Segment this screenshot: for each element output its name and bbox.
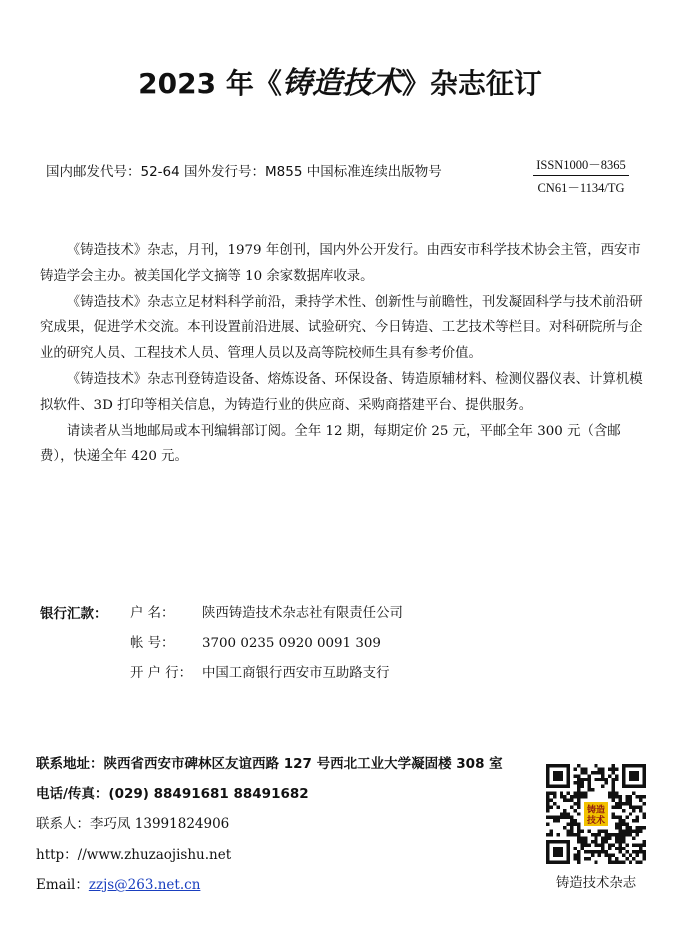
page-title <box>0 58 680 102</box>
contact-website[interactable]: http：//www.zhuzaojishu.net <box>36 847 232 863</box>
bank-row-bank <box>130 662 389 681</box>
title-brand: 铸造技术 <box>281 66 402 101</box>
contact-address: 联系地址：陕西省西安市碑林区友谊西路 127 号西北工业大学凝固楼 308 室 <box>36 756 503 772</box>
paragraph: 《铸造技术》杂志刊登铸造设备、熔炼设备、环保设备、铸造原辅材料、检测仪器仪表、计算机模拟软件、3D 打印等相关信息，为铸造行业的供应商、采购商搭建平台、提供服务。 <box>40 371 643 413</box>
bank-value: 陕西铸造技术杂志社有限责任公司 <box>202 606 403 621</box>
qr-code <box>546 764 646 864</box>
bank-value: 中国工商银行西安市互助路支行 <box>202 666 390 681</box>
bank-key: 开 户 行： <box>130 666 193 681</box>
bank-row-account-name <box>130 602 403 621</box>
paragraph: 请读者从当地邮局或本刊编辑部订阅。全年 12 期，每期定价 25 元，平邮全年 300 元（含邮费），快递全年 420 元。 <box>40 423 621 465</box>
issn-line: 国内邮发代号：52-64 国外发行号：M855 中国标准连续出版物号 <box>46 164 442 180</box>
issn-number: ISSN1000－8365 <box>533 155 629 176</box>
bank-label: 银行汇款： <box>40 606 108 622</box>
intro-body <box>40 238 652 470</box>
bank-key: 户 名： <box>130 606 175 621</box>
contact-phone: 电话/传真：(029) 88491681 88491682 <box>36 786 309 802</box>
paragraph: 《铸造技术》杂志立足材料科学前沿，秉持学术性、创新性与前瞻性，刊发凝固科学与技术前沿研究成果，促进学术交流。本刊设置前沿进展、试验研究、今日铸造、工艺技术等栏目。对科研院所与企业的研究人员、工程技术人员、管理人员以及高等院校师生具有参考价值。 <box>40 294 643 362</box>
qr-logo <box>582 800 610 828</box>
cn-number: CN61－1134/TG <box>537 181 625 195</box>
qr-caption: 铸造技术杂志 <box>555 876 637 891</box>
title-prefix: 2023 年《 <box>138 67 282 100</box>
paragraph: 《铸造技术》杂志，月刊，1979 年创刊，国内外公开发行。由西安市科学技术协会主管，西安市铸造学会主办。被美国化学文摘等 10 余家数据库收录。 <box>40 243 641 284</box>
bank-row-account-number <box>130 632 381 651</box>
bank-value: 3700 0235 0920 0091 309 <box>202 636 381 651</box>
email-link[interactable]: zzjs@263.net.cn <box>88 877 201 893</box>
bank-key: 帐 号： <box>130 636 175 651</box>
email-label: Email： <box>36 877 89 893</box>
qr-logo-text: 铸造 <box>587 805 605 816</box>
issn-fraction <box>533 155 629 196</box>
title-suffix: 》杂志征订 <box>401 67 542 100</box>
contact-person: 联系人：李巧凤 13991824906 <box>36 816 230 832</box>
contact-email <box>36 873 200 893</box>
qr-logo-text: 技术 <box>587 815 605 826</box>
